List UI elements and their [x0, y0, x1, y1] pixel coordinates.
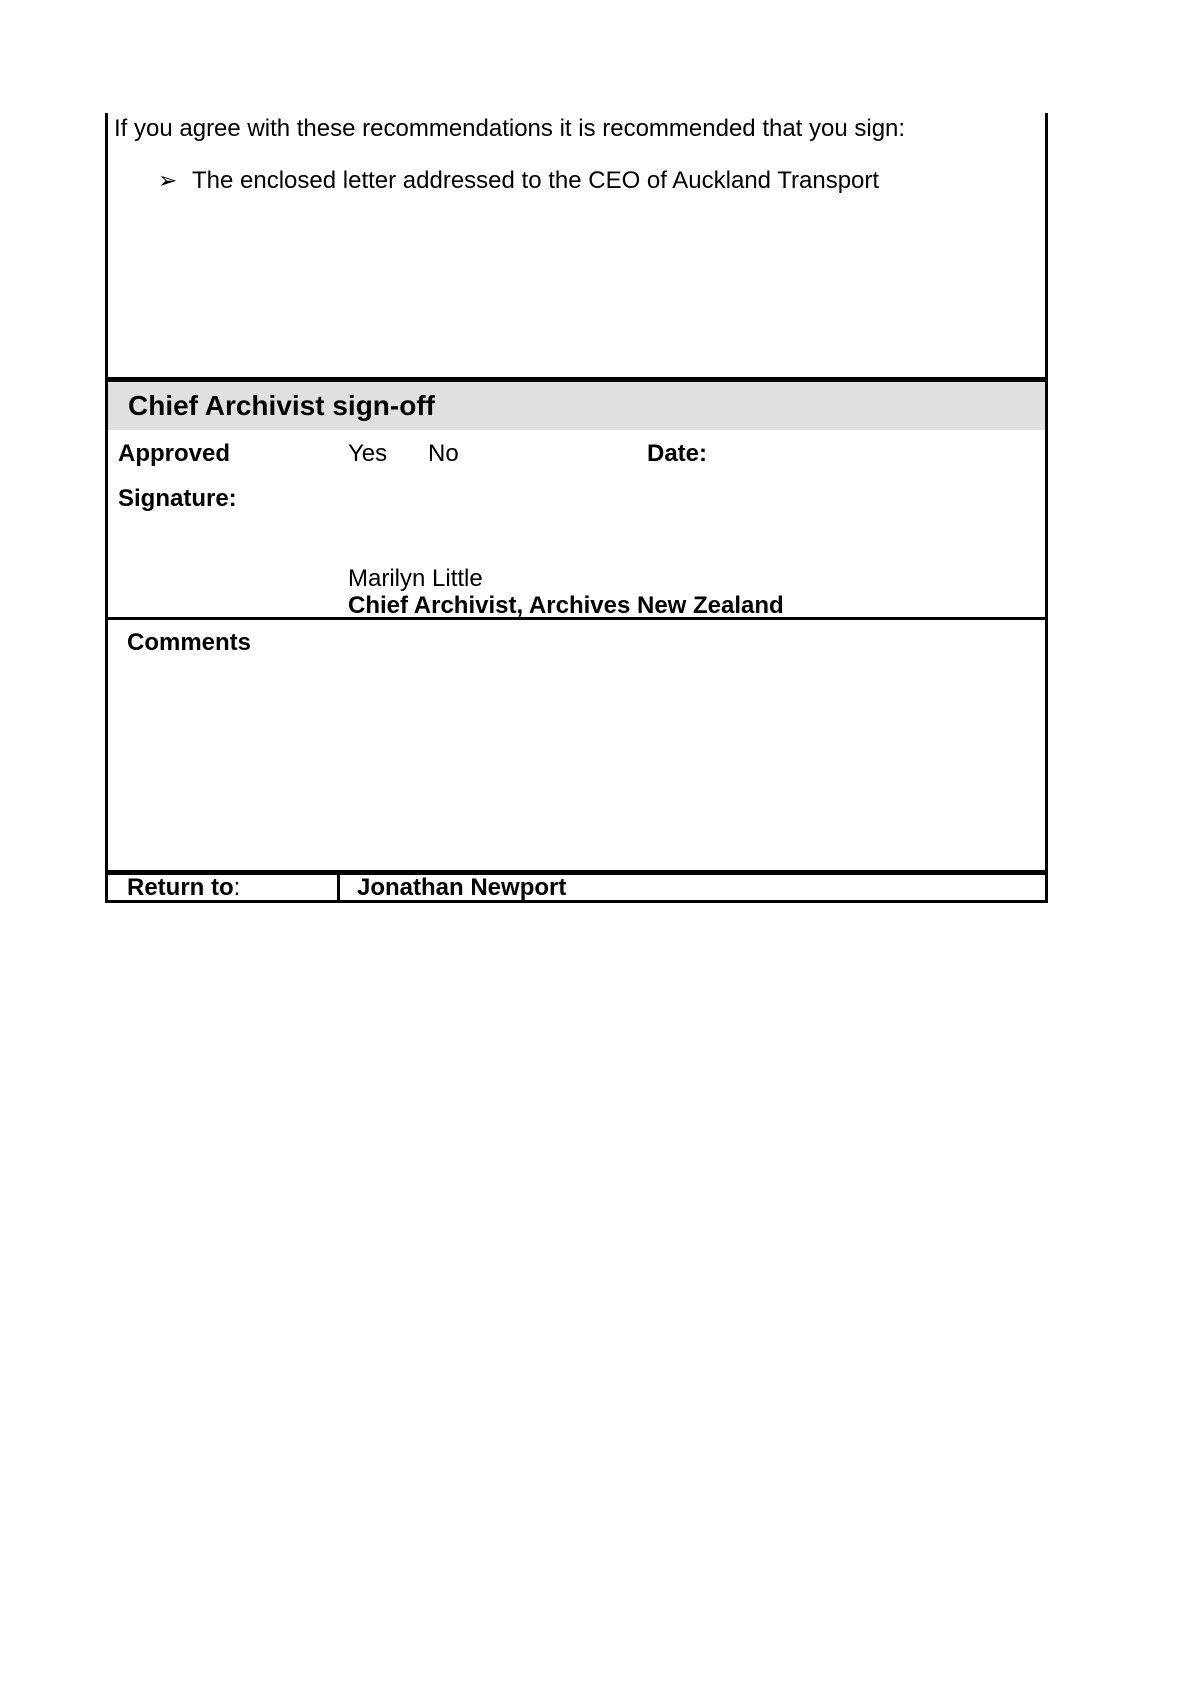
- date-label: Date:: [647, 440, 708, 467]
- return-to-row: [108, 870, 1045, 903]
- comments-label: Comments: [127, 629, 252, 656]
- return-to-value-cell: [340, 875, 1045, 900]
- signoff-title: Chief Archivist sign-off: [128, 390, 435, 421]
- signatory-name: Marilyn Little: [348, 565, 483, 592]
- return-to-value: Jonathan Newport: [357, 874, 567, 901]
- recommendation-section: [108, 113, 1045, 377]
- arrow-bullet-icon: ➢: [158, 168, 178, 194]
- intro-text: If you agree with these recommendations it is recommended that you sign:: [114, 115, 906, 142]
- approved-label: Approved: [118, 440, 231, 467]
- return-to-label: Return to: [127, 874, 234, 901]
- signoff-table: [105, 113, 1048, 903]
- signoff-header-bar: [108, 377, 1045, 430]
- approved-option-yes: Yes: [348, 440, 388, 467]
- signature-label: Signature:: [118, 485, 237, 512]
- approved-option-no: No: [428, 440, 459, 467]
- return-to-label-cell: [108, 875, 340, 900]
- approval-section: [108, 430, 1045, 620]
- signatory-title: Chief Archivist, Archives New Zealand: [348, 592, 784, 619]
- return-to-colon: :: [233, 874, 241, 901]
- bullet-item-text: The enclosed letter addressed to the CEO of Auckland Transport: [192, 167, 880, 194]
- comments-section: [108, 620, 1045, 870]
